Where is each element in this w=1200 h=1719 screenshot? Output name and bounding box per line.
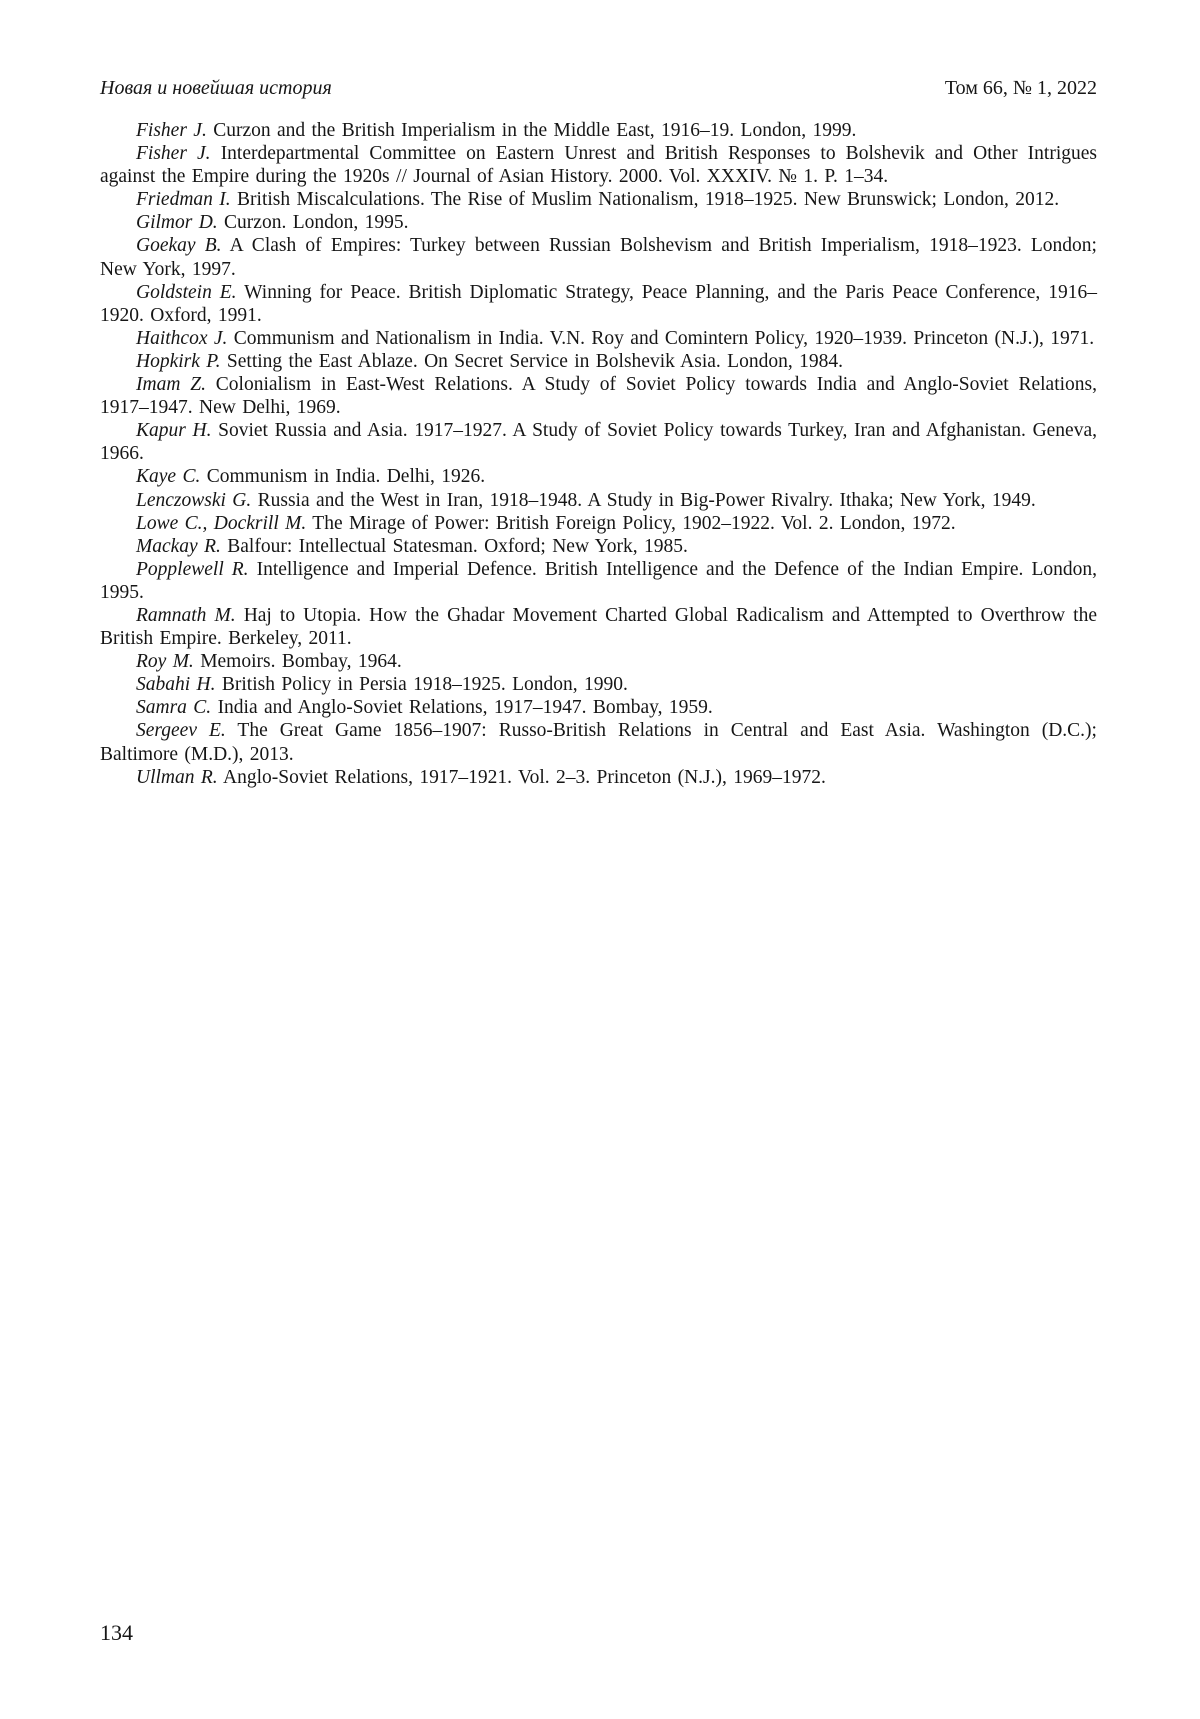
page-number: 134 xyxy=(100,1620,133,1645)
reference-entry xyxy=(100,419,1097,465)
reference-entry xyxy=(100,766,1097,789)
reference-entry xyxy=(100,604,1097,650)
reference-authors: Haithcox J. xyxy=(136,327,228,349)
reference-text: Setting the East Ablaze. On Secret Service in Bolshevik Asia. London, 1984. xyxy=(226,350,843,372)
reference-entry xyxy=(100,211,1097,234)
reference-authors: Samra C. xyxy=(136,697,212,719)
reference-text: Russia and the West in Iran, 1918–1948. A Study in Big-Power Rivalry. Ithaka; New York, 1949. xyxy=(257,489,1036,511)
reference-entry xyxy=(100,142,1097,188)
reference-authors: Sabahi H. xyxy=(136,674,216,696)
reference-entry xyxy=(100,558,1097,604)
reference-text: Interdepartmental Committee on Eastern Unrest and British Responses to Bolshevik and Other Intrigues against the Empire during the 1920s // Journal of Asian History. 2000. Vol. XXXIV. № 1. P. 1–34. xyxy=(100,143,1097,188)
reference-text: Anglo-Soviet Relations, 1917–1921. Vol. 2–3. Princeton (N.J.), 1969–1972. xyxy=(222,766,826,788)
reference-text: British Miscalculations. The Rise of Muslim Nationalism, 1918–1925. New Brunswick; London, 2012. xyxy=(237,189,1060,211)
reference-entry xyxy=(100,489,1097,512)
reference-authors: Mackay R. xyxy=(136,535,221,557)
reference-authors: Ramnath M. xyxy=(136,604,236,626)
reference-authors: Ullman R. xyxy=(136,766,218,788)
reference-entry xyxy=(100,119,1097,142)
reference-text: Communism and Nationalism in India. V.N. Roy and Comintern Policy, 1920–1939. Princeton (N.J.), 1971. xyxy=(233,327,1095,349)
reference-authors: Roy M. xyxy=(136,651,194,673)
reference-entry xyxy=(100,535,1097,558)
references-list xyxy=(100,119,1097,789)
reference-text: Colonialism in East-West Relations. A Study of Soviet Policy towards India and Anglo-Soviet Relations, 1917–1947. New Delhi, 1969. xyxy=(100,374,1097,419)
reference-text: Curzon and the British Imperialism in the Middle East, 1916–19. London, 1999. xyxy=(213,120,857,141)
issue-info: Том 66, № 1, 2022 xyxy=(944,77,1097,99)
reference-text: The Great Game 1856–1907: Russo-British Relations in Central and East Asia. Washington (D.C.); Baltimore (M.D.), 2013. xyxy=(100,720,1097,765)
reference-text: Soviet Russia and Asia. 1917–1927. A Study of Soviet Policy towards Turkey, Iran and Afghanistan. Geneva, 1966. xyxy=(100,420,1097,465)
reference-entry xyxy=(100,650,1097,673)
reference-authors: Sergeev E. xyxy=(136,720,226,742)
reference-text: A Clash of Empires: Turkey between Russian Bolshevism and British Imperialism, 1918–1923. London; New York, 1997. xyxy=(100,235,1097,280)
reference-authors: Kaye C. xyxy=(136,466,201,488)
reference-authors: Fisher J. xyxy=(136,143,211,165)
reference-entry xyxy=(100,373,1097,419)
reference-text: Memoirs. Bombay, 1964. xyxy=(200,651,402,673)
reference-entry xyxy=(100,465,1097,488)
reference-text: British Policy in Persia 1918–1925. London, 1990. xyxy=(221,674,628,696)
reference-entry xyxy=(100,188,1097,211)
running-header xyxy=(100,76,1097,100)
reference-authors: Imam Z. xyxy=(136,374,206,396)
reference-authors: Hopkirk P. xyxy=(136,350,221,372)
reference-authors: Popplewell R. xyxy=(136,558,249,580)
reference-entry xyxy=(100,281,1097,327)
reference-text: Curzon. London, 1995. xyxy=(224,212,409,234)
reference-text: Intelligence and Imperial Defence. British Intelligence and the Defence of the Indian Empire. London, 1995. xyxy=(100,558,1097,603)
reference-authors: Goekay B. xyxy=(136,235,222,257)
reference-entry xyxy=(100,512,1097,535)
reference-text: Communism in India. Delhi, 1926. xyxy=(206,466,486,488)
reference-text: Balfour: Intellectual Statesman. Oxford; New York, 1985. xyxy=(227,535,688,557)
reference-text: The Mirage of Power: British Foreign Policy, 1902–1922. Vol. 2. London, 1972. xyxy=(312,512,956,534)
reference-entry xyxy=(100,719,1097,765)
reference-text: Winning for Peace. British Diplomatic Strategy, Peace Planning, and the Paris Peace Conference, 1916–1920. Oxford, 1991. xyxy=(100,281,1097,326)
reference-authors: Goldstein E. xyxy=(136,281,237,303)
reference-authors: Lenczowski G. xyxy=(136,489,252,511)
reference-entry xyxy=(100,673,1097,696)
journal-title: Новая и новейшая история xyxy=(100,77,332,99)
reference-authors: Kapur H. xyxy=(136,420,212,442)
reference-entry xyxy=(100,696,1097,719)
reference-entry xyxy=(100,327,1097,350)
reference-text: India and Anglo-Soviet Relations, 1917–1947. Bombay, 1959. xyxy=(217,697,713,719)
reference-authors: Friedman I. xyxy=(136,189,231,211)
reference-authors: Fisher J. xyxy=(136,120,207,141)
reference-text: Haj to Utopia. How the Ghadar Movement Charted Global Radicalism and Attempted to Overthrow the British Empire. Berkeley, 2011. xyxy=(100,604,1097,650)
reference-entry xyxy=(100,234,1097,280)
reference-authors: Gilmor D. xyxy=(136,212,218,234)
reference-authors: Lowe C., Dockrill M. xyxy=(136,512,307,534)
reference-entry xyxy=(100,350,1097,373)
